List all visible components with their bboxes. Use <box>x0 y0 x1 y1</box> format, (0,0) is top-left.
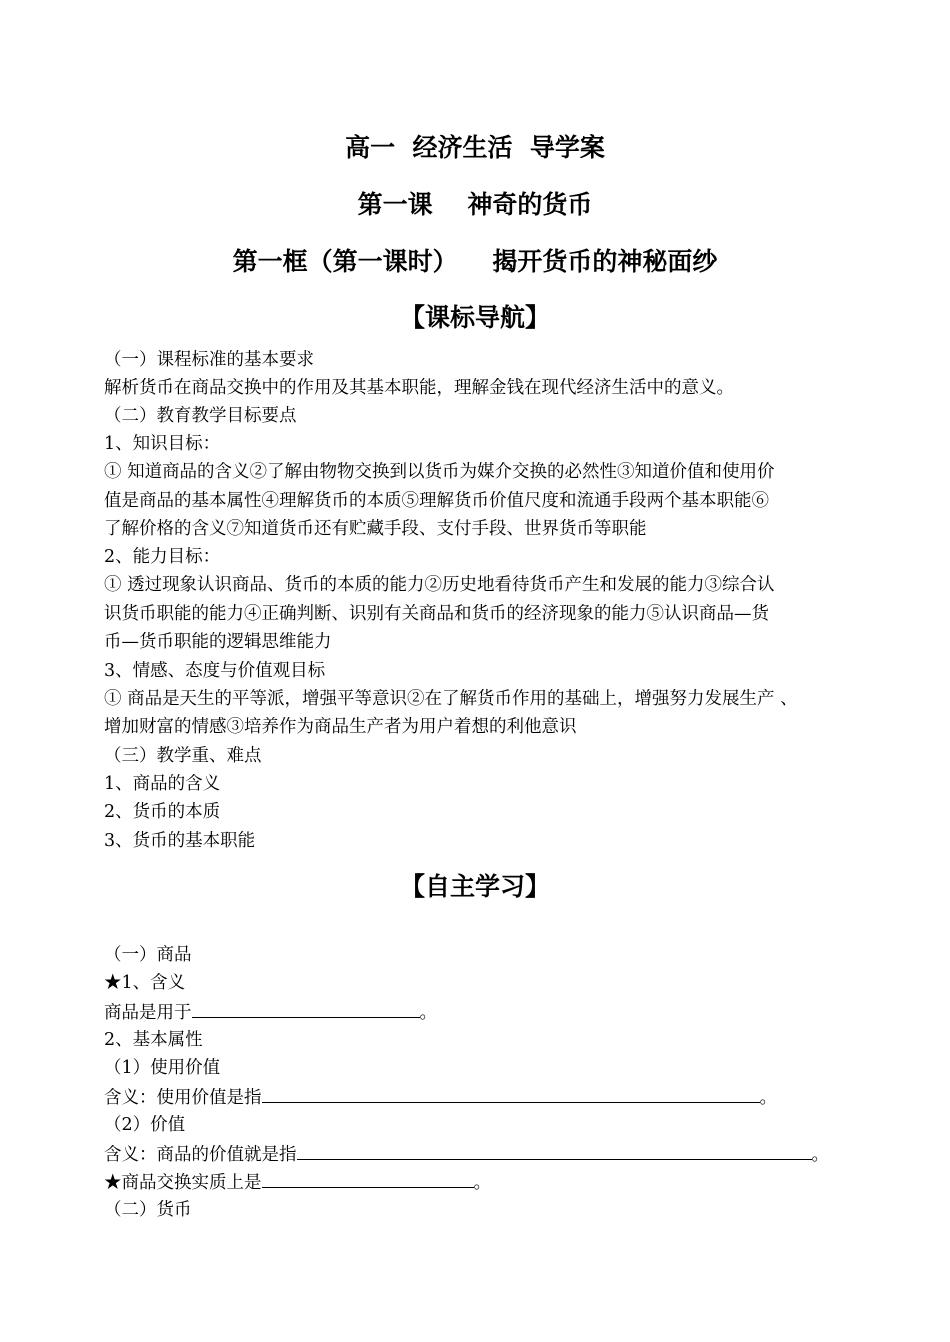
answer-blank[interactable] <box>262 1169 474 1188</box>
nav-line: 3、货币的基本职能 <box>104 831 256 851</box>
fill-in-line-use-value: 含义：使用价值是指 。 <box>104 1084 777 1111</box>
answer-blank[interactable] <box>262 1084 760 1103</box>
fill-in-line-exchange: ★商品交换实质上是 。 <box>104 1169 491 1196</box>
nav-line: （一）课程标准的基本要求 <box>104 350 314 370</box>
nav-line: 币—货币职能的逻辑思维能力 <box>104 632 332 652</box>
nav-line: 3、情感、态度与价值观目标 <box>104 661 326 681</box>
nav-line: 1、知识目标： <box>104 434 221 454</box>
nav-line: ① 商品是天生的平等派，增强平等意识②在了解货币作用的基础上，增强努力发展生产 、 <box>104 689 798 709</box>
nav-line: （三）教学重、难点 <box>104 746 262 766</box>
study-line: ★1、含义 <box>104 973 186 993</box>
nav-line: 1、商品的含义 <box>104 774 221 794</box>
fill-in-line-value: 含义：商品的价值就是指 。 <box>104 1141 829 1168</box>
nav-line: ① 透过现象认识商品、货币的本质的能力②历史地看待货币产生和发展的能力③综合认 <box>104 575 775 595</box>
section-heading-curriculum: 【课标导航】 <box>399 303 550 332</box>
study-line: 2、基本属性 <box>104 1030 203 1050</box>
nav-line: 识货币职能的能力④正确判断、识别有关商品和货币的经济现象的能力⑤认识商品—货 <box>104 604 769 624</box>
study-line: （一）商品 <box>104 945 192 965</box>
nav-line: 了解价格的含义⑦知道货币还有贮藏手段、支付手段、世界货币等职能 <box>104 519 647 539</box>
nav-line: 增加财富的情感③培养作为商品生产者为用户着想的利他意识 <box>104 717 577 737</box>
nav-line: 值是商品的基本属性④理解货币的本质⑤理解货币价值尺度和流通手段两个基本职能⑥ <box>104 491 769 511</box>
study-line: （1）使用价值 <box>104 1058 221 1078</box>
lesson-title: 第一课 神奇的货币 <box>357 190 593 219</box>
answer-blank[interactable] <box>297 1141 812 1160</box>
nav-line: ① 知道商品的含义②了解由物物交换到以货币为媒介交换的必然性③知道价值和使用价 <box>104 462 775 482</box>
doc-title: 高一 经济生活 导学案 <box>345 133 605 162</box>
answer-blank[interactable] <box>192 999 420 1018</box>
study-line: （2）价值 <box>104 1115 186 1135</box>
nav-line: 2、能力目标： <box>104 547 221 567</box>
frame-title: 第一框（第一课时） 揭开货币的神秘面纱 <box>232 247 718 276</box>
study-line: （二）货币 <box>104 1200 192 1220</box>
nav-line: 解析货币在商品交换中的作用及其基本职能，理解金钱在现代经济生活中的意义。 <box>104 378 734 398</box>
fill-in-line-commodity: 商品是用于 。 <box>104 999 437 1026</box>
section-heading-self-study: 【自主学习】 <box>399 872 550 901</box>
nav-line: （二）教育教学目标要点 <box>104 406 297 426</box>
nav-line: 2、货币的本质 <box>104 802 221 822</box>
